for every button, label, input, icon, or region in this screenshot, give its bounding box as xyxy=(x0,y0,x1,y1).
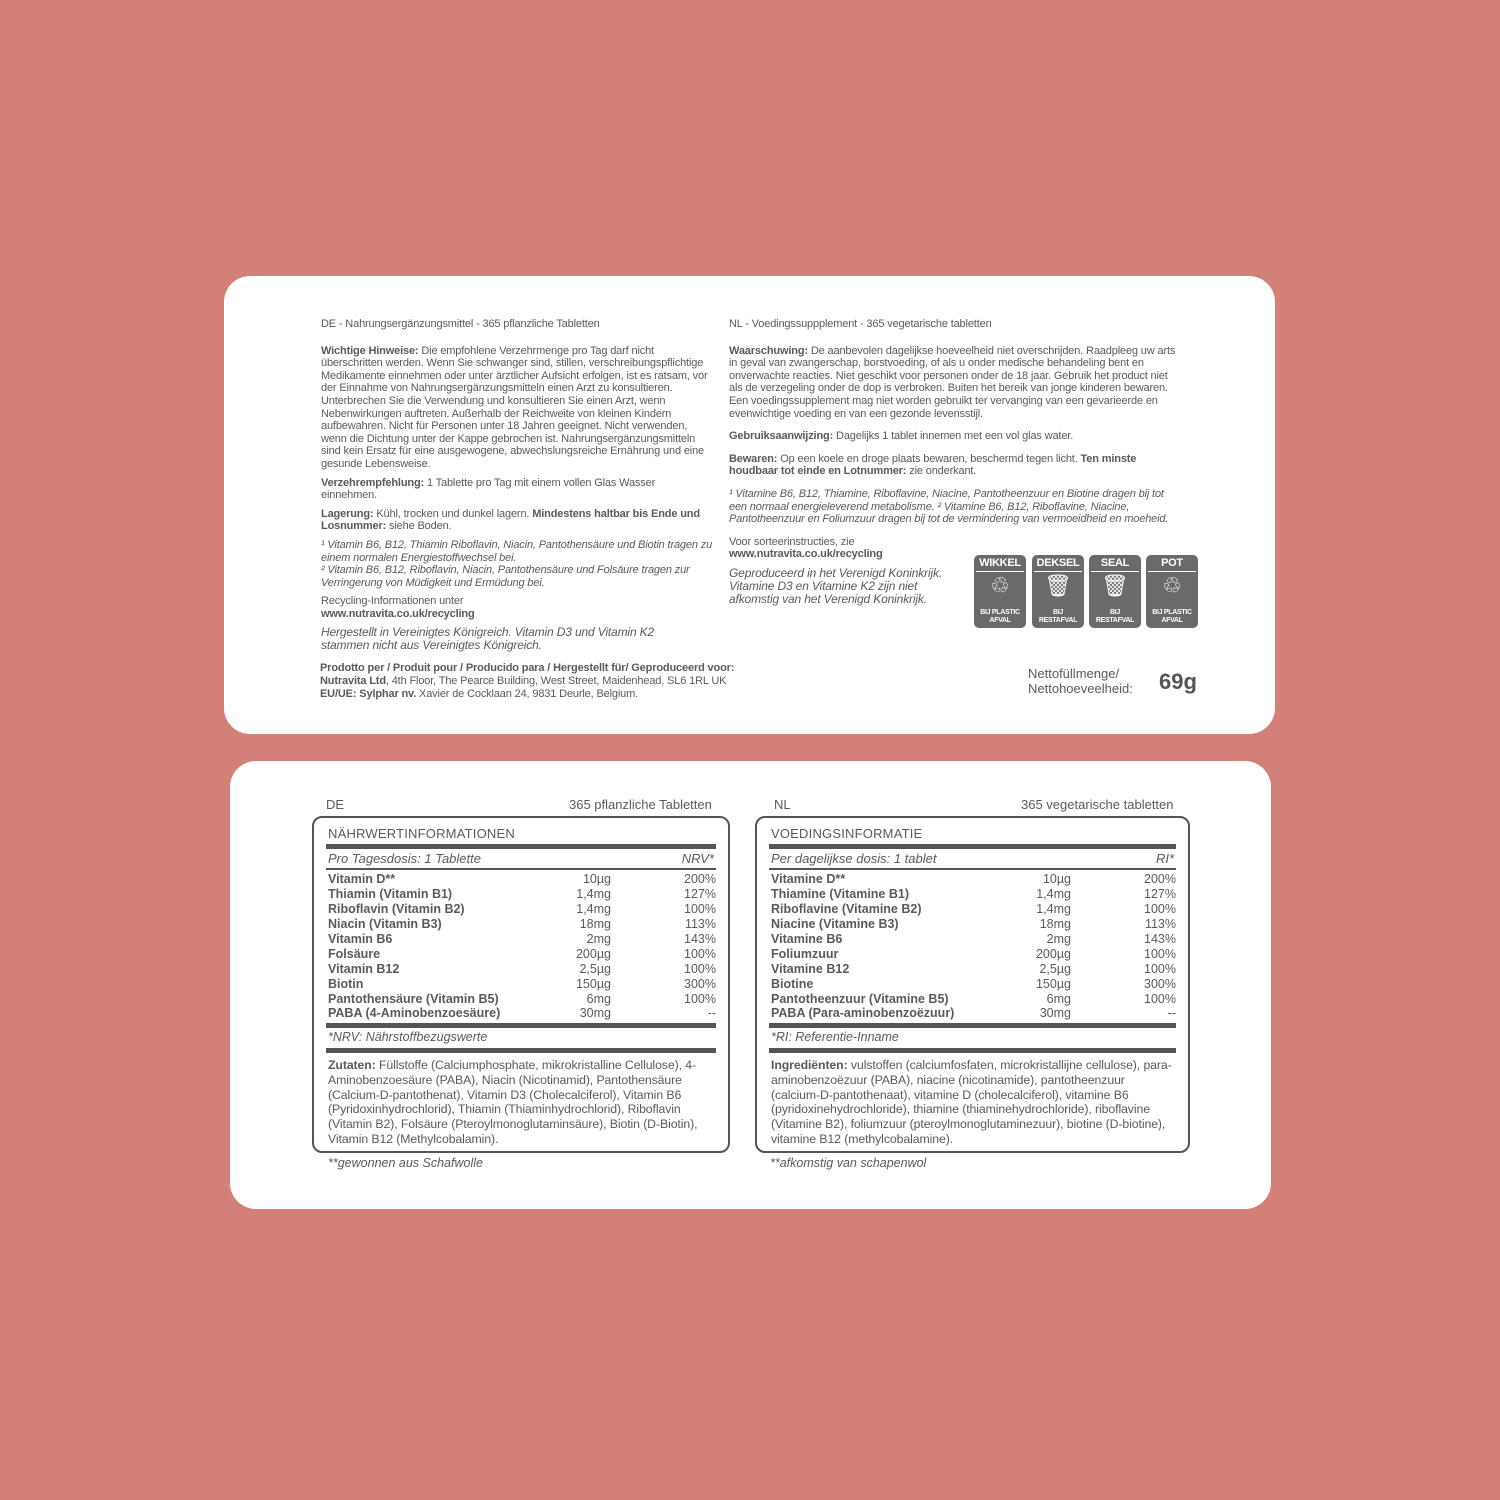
nutrient-name: Vitamine B6 xyxy=(771,931,843,946)
de-dose-text: 1 Tablette pro Tag mit einem vollen Glas Wasser einnehmen. xyxy=(321,476,656,502)
de-table-footnote: *NRV: Nährstoffbezugswerte xyxy=(328,1030,488,1044)
de-warning-text: Die empfohlene Verzehrmenge pro Tag darf nicht überschritten werden. Wenn Sie schwanger sind, stillen, verschreibungspflichtige Medikamente einnehmen oder unter ärztlicher Aufsicht erfolgen, ist es ratsam, vor der Einnahme von Nahrungsergänzungsmitteln einen Arzt zu konsultieren. Unterbrechen Sie die Verwendung und konsultieren Sie einen Arzt, wenn Nebenwirkungen auftreten. Außerhalb der Reichweite von kleinen Kindern aufbewahren. Nicht für Personen unter 18 Jahren geeignet. Nicht verwenden, wenn die Dichtung unter der Kappe gebrochen ist. Nahrungsergänzungsmitteln sind kein Ersatz für eine ausgewogene, abwechslungsreiche Ernährung und eine gesunde Lebensweise. xyxy=(321,344,708,470)
nutrient-amount: 200µg xyxy=(575,946,611,961)
table-row xyxy=(771,1006,1176,1021)
de-wool-note: **gewonnen aus Schafwolle xyxy=(328,1156,483,1170)
nutrient-name: Vitamine B12 xyxy=(771,961,850,976)
nutrient-name: Thiamine (Vitamine B1) xyxy=(771,886,909,901)
nutrient-percent: 113% xyxy=(684,916,716,931)
nl-recycling-text: Voor sorteerinstructies, zie xyxy=(729,535,855,548)
nutrient-percent: 143% xyxy=(684,931,716,946)
de-per-dose: Pro Tagesdosis: 1 Tablette NRV* xyxy=(328,851,714,866)
nutrient-amount: 30mg xyxy=(1039,1006,1071,1021)
de-lang-code: DE xyxy=(326,797,345,812)
net-quantity-value: 69g xyxy=(1159,669,1197,694)
nutrient-amount: 30mg xyxy=(579,1006,611,1021)
nutrient-amount: 2,5µg xyxy=(1039,961,1071,976)
nutrient-amount: 200µg xyxy=(1035,946,1071,961)
nutrient-percent: -- xyxy=(1167,1006,1176,1021)
nl-best-before-text: zie onderkant. xyxy=(906,465,977,478)
nutrient-name: Niacin (Vitamin B3) xyxy=(328,916,442,931)
recycle-icon-sub: BIJ RESTAFVAL xyxy=(1038,609,1078,624)
de-recycling-url: www.nutravita.co.uk/recycling xyxy=(321,607,475,620)
nl-nutrient-rows xyxy=(771,872,1176,1021)
nutrient-percent: 143% xyxy=(1144,931,1176,946)
producer-line-1: Prodotto per / Produit pour / Producido para / Hergestellt für/ Geproduceerd voor: xyxy=(320,662,735,674)
nl-nutrition-table xyxy=(755,816,1190,1153)
table-row xyxy=(771,872,1176,887)
nutrient-percent: 100% xyxy=(1144,991,1176,1006)
nl-title: NL - Voedingssuppplement - 365 vegetarische tabletten xyxy=(729,318,992,330)
recycle-icon-sub: BIJ PLASTIC AFVAL xyxy=(1152,609,1192,624)
nutrient-name: Biotin xyxy=(328,976,364,991)
nutrient-name: Vitamin B6 xyxy=(328,931,393,946)
nutrient-percent: 100% xyxy=(1144,946,1176,961)
de-storage-text: Kühl, trocken und dunkel lagern. xyxy=(373,507,533,520)
nutrient-name: Pantotheenzuur (Vitamine B5) xyxy=(771,991,949,1006)
nutrient-amount: 6mg xyxy=(1046,991,1071,1006)
table-row xyxy=(328,1006,716,1021)
nutrient-percent: 100% xyxy=(684,991,716,1006)
nl-storage-text: Op een koele en droge plaats bewaren, beschermd tegen licht. xyxy=(777,452,1081,465)
nutrient-amount: 6mg xyxy=(586,991,611,1006)
nutrient-amount: 1,4mg xyxy=(1036,886,1071,901)
nl-recycling-url: www.nutravita.co.uk/recycling xyxy=(729,548,883,561)
nutrient-amount: 2mg xyxy=(1046,931,1071,946)
nutrient-percent: 200% xyxy=(1144,872,1176,886)
recycle-icon-deksel xyxy=(1032,555,1084,628)
nutrient-amount: 2mg xyxy=(586,931,611,946)
recycle-icon-pot xyxy=(1146,555,1198,628)
nutrient-percent: 113% xyxy=(1144,916,1176,931)
nutrient-name: Riboflavine (Vitamine B2) xyxy=(771,901,922,916)
nl-warning xyxy=(729,345,1179,421)
de-tablet-count: 365 pflanzliche Tabletten xyxy=(569,797,712,812)
nl-recycling xyxy=(729,536,969,561)
nl-dose-text: Dagelijks 1 tablet innemen met een vol glas water. xyxy=(833,430,1074,443)
recycle-icon-seal xyxy=(1089,555,1141,628)
nutrient-name: Biotine xyxy=(771,976,814,991)
nutrient-percent: 127% xyxy=(684,886,716,901)
nl-footnote: ¹ Vitamine B6, B12, Thiamine, Riboflavine, Niacine, Pantotheenzuur en Biotine dragen bij tot een normaal energieleverend metabolisme. ² Vitamine B6, B12, Riboflavine, Niacine, Pantotheenzuur en Foliumzuur dragen bij tot de vermindering van vermoeidheid en moeheid. xyxy=(729,487,1169,526)
nutrient-amount: 1,4mg xyxy=(1036,901,1071,916)
nl-storage-label: Bewaren: xyxy=(729,452,778,465)
nutrient-percent: -- xyxy=(707,1006,716,1021)
de-title: DE - Nahrungsergänzungsmittel - 365 pflanzliche Tabletten xyxy=(321,318,600,330)
table-row xyxy=(771,977,1176,992)
de-warning xyxy=(321,345,713,471)
table-row xyxy=(771,932,1176,947)
nutrient-percent: 100% xyxy=(684,961,716,976)
nl-table-footnote: *RI: Referentie-Inname xyxy=(771,1030,899,1044)
table-row xyxy=(328,977,716,992)
table-row xyxy=(771,947,1176,962)
nl-best-before: Ten minste houdbaar tot einde en Lotnummer: xyxy=(729,452,1137,478)
nutrient-name: Vitamin D** xyxy=(328,872,396,886)
recycle-icon-sub: BIJ RESTAFVAL xyxy=(1095,609,1135,624)
nl-origin: Geproduceerd in het Verenigd Koninkrijk. Vitamine D3 en Vitamine K2 zijn niet afkomstig van het Verenigd Koninkrijk. xyxy=(729,565,943,606)
nutrient-percent: 100% xyxy=(684,901,716,916)
nl-warning-label: Waarschuwing: xyxy=(729,344,808,357)
nl-ingredients: Ingrediënten: vulstoffen (calciumfosfaten, microkristallijne cellulose), para-aminobenzoëzuur (PABA), niacine (nicotinamide), pantotheenzuur (calcium-D-pantothenaat), vitamine D (cholecalciferol), vitamine B6 (pyridoxinehydrochloride), thiamine (thiaminehydrochloride), riboflavine (Vitamine B2), foliumzuur (pteroylmonoglutaminezuur), biotine (D-biotine), vitamine B12 (methylcobalamine). xyxy=(771,1058,1172,1146)
bin-person-icon: 🗑 xyxy=(1044,573,1072,598)
table-row xyxy=(771,917,1176,932)
table-row xyxy=(771,962,1176,977)
nl-warning-text: De aanbevolen dagelijkse hoeveelheid niet overschrijden. Raadpleeg uw arts in geval van zwangerschap, borstvoeding, of als u onder medische behandeling bent en onverwachte reacties. Niet geschikt voor personen onder de 18 jaar. Gebruik het product niet als de verzegeling onder de dop is verbroken. Buiten het bereik van jonge kinderen bewaren. Een voedingssupplement mag niet worden gebruikt ter vervanging van een gevarieerde en evenwichtige voeding en van een gezonde levensstijl. xyxy=(729,344,1176,420)
nutrient-amount: 10µg xyxy=(1042,872,1071,886)
nl-table-title: VOEDINGSINFORMATIE xyxy=(771,826,923,841)
de-dose xyxy=(321,477,713,502)
nl-tablet-count: 365 vegetarische tabletten xyxy=(1021,797,1174,812)
nutrient-percent: 100% xyxy=(1144,901,1176,916)
nutrient-name: Thiamin (Vitamin B1) xyxy=(328,886,453,901)
label-panel-bottom xyxy=(230,761,1271,1209)
recycle-person-icon: ♲ xyxy=(990,573,1010,598)
nl-dose xyxy=(729,430,1179,443)
nutrient-name: Riboflavin (Vitamin B2) xyxy=(328,901,465,916)
de-storage-label: Lagerung: xyxy=(321,507,374,520)
table-row xyxy=(328,872,716,887)
de-nutrient-rows xyxy=(328,872,716,1021)
recycling-icons xyxy=(974,555,1202,629)
nutrient-amount: 1,4mg xyxy=(576,901,611,916)
nutrient-amount: 1,4mg xyxy=(576,886,611,901)
bin-person-icon: 🗑 xyxy=(1101,573,1129,598)
nutrient-amount: 18mg xyxy=(579,916,611,931)
recycle-icon-label: SEAL xyxy=(1100,557,1130,569)
german-text-column xyxy=(321,318,713,658)
de-footnote-1: ¹ Vitamin B6, B12, Thiamin Riboflavin, Niacin, Pantothensäure und Biotin tragen zu einem normalen Energiestoffwechsel bei. xyxy=(321,538,713,564)
de-warning-label: Wichtige Hinweise: xyxy=(321,344,419,357)
label-panel-top xyxy=(224,276,1275,734)
de-nutrition-table xyxy=(312,816,730,1153)
recycle-icon-label: WIKKEL xyxy=(979,557,1021,569)
de-best-before-text: siehe Boden. xyxy=(386,520,452,533)
nutrient-name: Vitamine D** xyxy=(771,872,846,886)
recycle-icon-label: POT xyxy=(1161,557,1183,569)
de-recycling xyxy=(321,595,713,620)
nutrient-amount: 10µg xyxy=(582,872,611,886)
producer-info xyxy=(320,662,840,701)
table-row xyxy=(328,992,716,1007)
nutrient-percent: 100% xyxy=(684,946,716,961)
nl-dose-label: Gebruiksaanwijzing: xyxy=(729,430,834,443)
table-row xyxy=(328,947,716,962)
nutrient-name: Niacine (Vitamine B3) xyxy=(771,916,899,931)
de-storage xyxy=(321,508,713,533)
recycle-icon-sub: BIJ PLASTIC AFVAL xyxy=(980,609,1020,624)
de-best-before: Mindestens haltbar bis Ende und Losnummer: xyxy=(321,507,700,533)
table-row xyxy=(771,887,1176,902)
nutrient-name: Pantothensäure (Vitamin B5) xyxy=(328,991,499,1006)
producer-line-2: Nutravita Ltd, 4th Floor, The Pearce Building, West Street, Maidenhead, SL6 1RL UK xyxy=(320,675,727,687)
nutrient-amount: 150µg xyxy=(575,976,611,991)
de-origin: Hergestellt in Vereinigtes Königreich. Vitamin D3 und Vitamin K2 stammen nicht aus Vereinigtes Königreich. xyxy=(321,625,655,653)
nl-lang-code: NL xyxy=(774,797,791,812)
table-row xyxy=(771,902,1176,917)
nutrient-percent: 300% xyxy=(1144,976,1176,991)
recycle-icon-label: DEKSEL xyxy=(1036,557,1080,569)
table-row xyxy=(328,902,716,917)
nutrient-amount: 2,5µg xyxy=(579,961,611,976)
de-dose-label: Verzehrempfehlung: xyxy=(321,476,425,489)
nutrient-name: PABA (4-Aminobenzoesäure) xyxy=(328,1006,501,1021)
nutrient-name: Foliumzuur xyxy=(771,946,839,961)
table-row xyxy=(328,887,716,902)
nl-wool-note: **afkomstig van schapenwol xyxy=(770,1156,927,1170)
recycle-icon-wikkel xyxy=(974,555,1026,628)
nutrient-percent: 100% xyxy=(1144,961,1176,976)
table-row xyxy=(771,992,1176,1007)
recycle-person-icon: ♲ xyxy=(1162,573,1182,598)
de-table-title: NÄHRWERTINFORMATIONEN xyxy=(328,826,515,841)
nl-storage xyxy=(729,453,1179,478)
nl-per-dose: Per dagelijkse dosis: 1 tablet RI* xyxy=(771,851,1174,866)
de-recycling-text: Recycling-Informationen unter xyxy=(321,595,464,608)
de-footnote-2: ² Vitamin B6, B12, Riboflavin, Niacin, Pantothensäure und Folsäure tragen zur Verringerung von Müdigkeit und Ermüdung bei. xyxy=(321,564,690,589)
de-ingredients: Zutaten: Füllstoffe (Calciumphosphate, mikrokristalline Cellulose), 4-Aminobenzoesäure (PABA), Niacin (Nicotinamid), Pantothensäure (Calcium-D-pantothenat), Vitamin D3 (Cholecalciferol), Vitamin B6 (Pyridoxinhydrochlorid), Thiamin (Thiaminhydrochlorid), Riboflavin (Vitamin B2), Folsäure (Pteroylmonoglutaminsäure), Biotin (D-Biotin), Vitamin B12 (Methylcobalamin). xyxy=(328,1058,698,1146)
net-quantity-label: Nettofüllmenge/ Nettohoeveelheid: xyxy=(1028,666,1133,696)
nutrient-percent: 200% xyxy=(684,872,716,886)
nutrient-percent: 127% xyxy=(1144,886,1176,901)
table-row xyxy=(328,917,716,932)
nutrient-name: Vitamin B12 xyxy=(328,961,400,976)
nutrient-percent: 300% xyxy=(684,976,716,991)
table-row xyxy=(328,932,716,947)
nutrient-name: PABA (Para-aminobenzoëzuur) xyxy=(771,1006,955,1021)
producer-line-3: EU/UE: Sylphar nv. Xavier de Cocklaan 24, 9831 Deurle, Belgium. xyxy=(320,688,639,700)
nutrient-name: Folsäure xyxy=(328,946,381,961)
nutrient-amount: 18mg xyxy=(1039,916,1071,931)
table-row xyxy=(328,962,716,977)
nutrient-amount: 150µg xyxy=(1035,976,1071,991)
